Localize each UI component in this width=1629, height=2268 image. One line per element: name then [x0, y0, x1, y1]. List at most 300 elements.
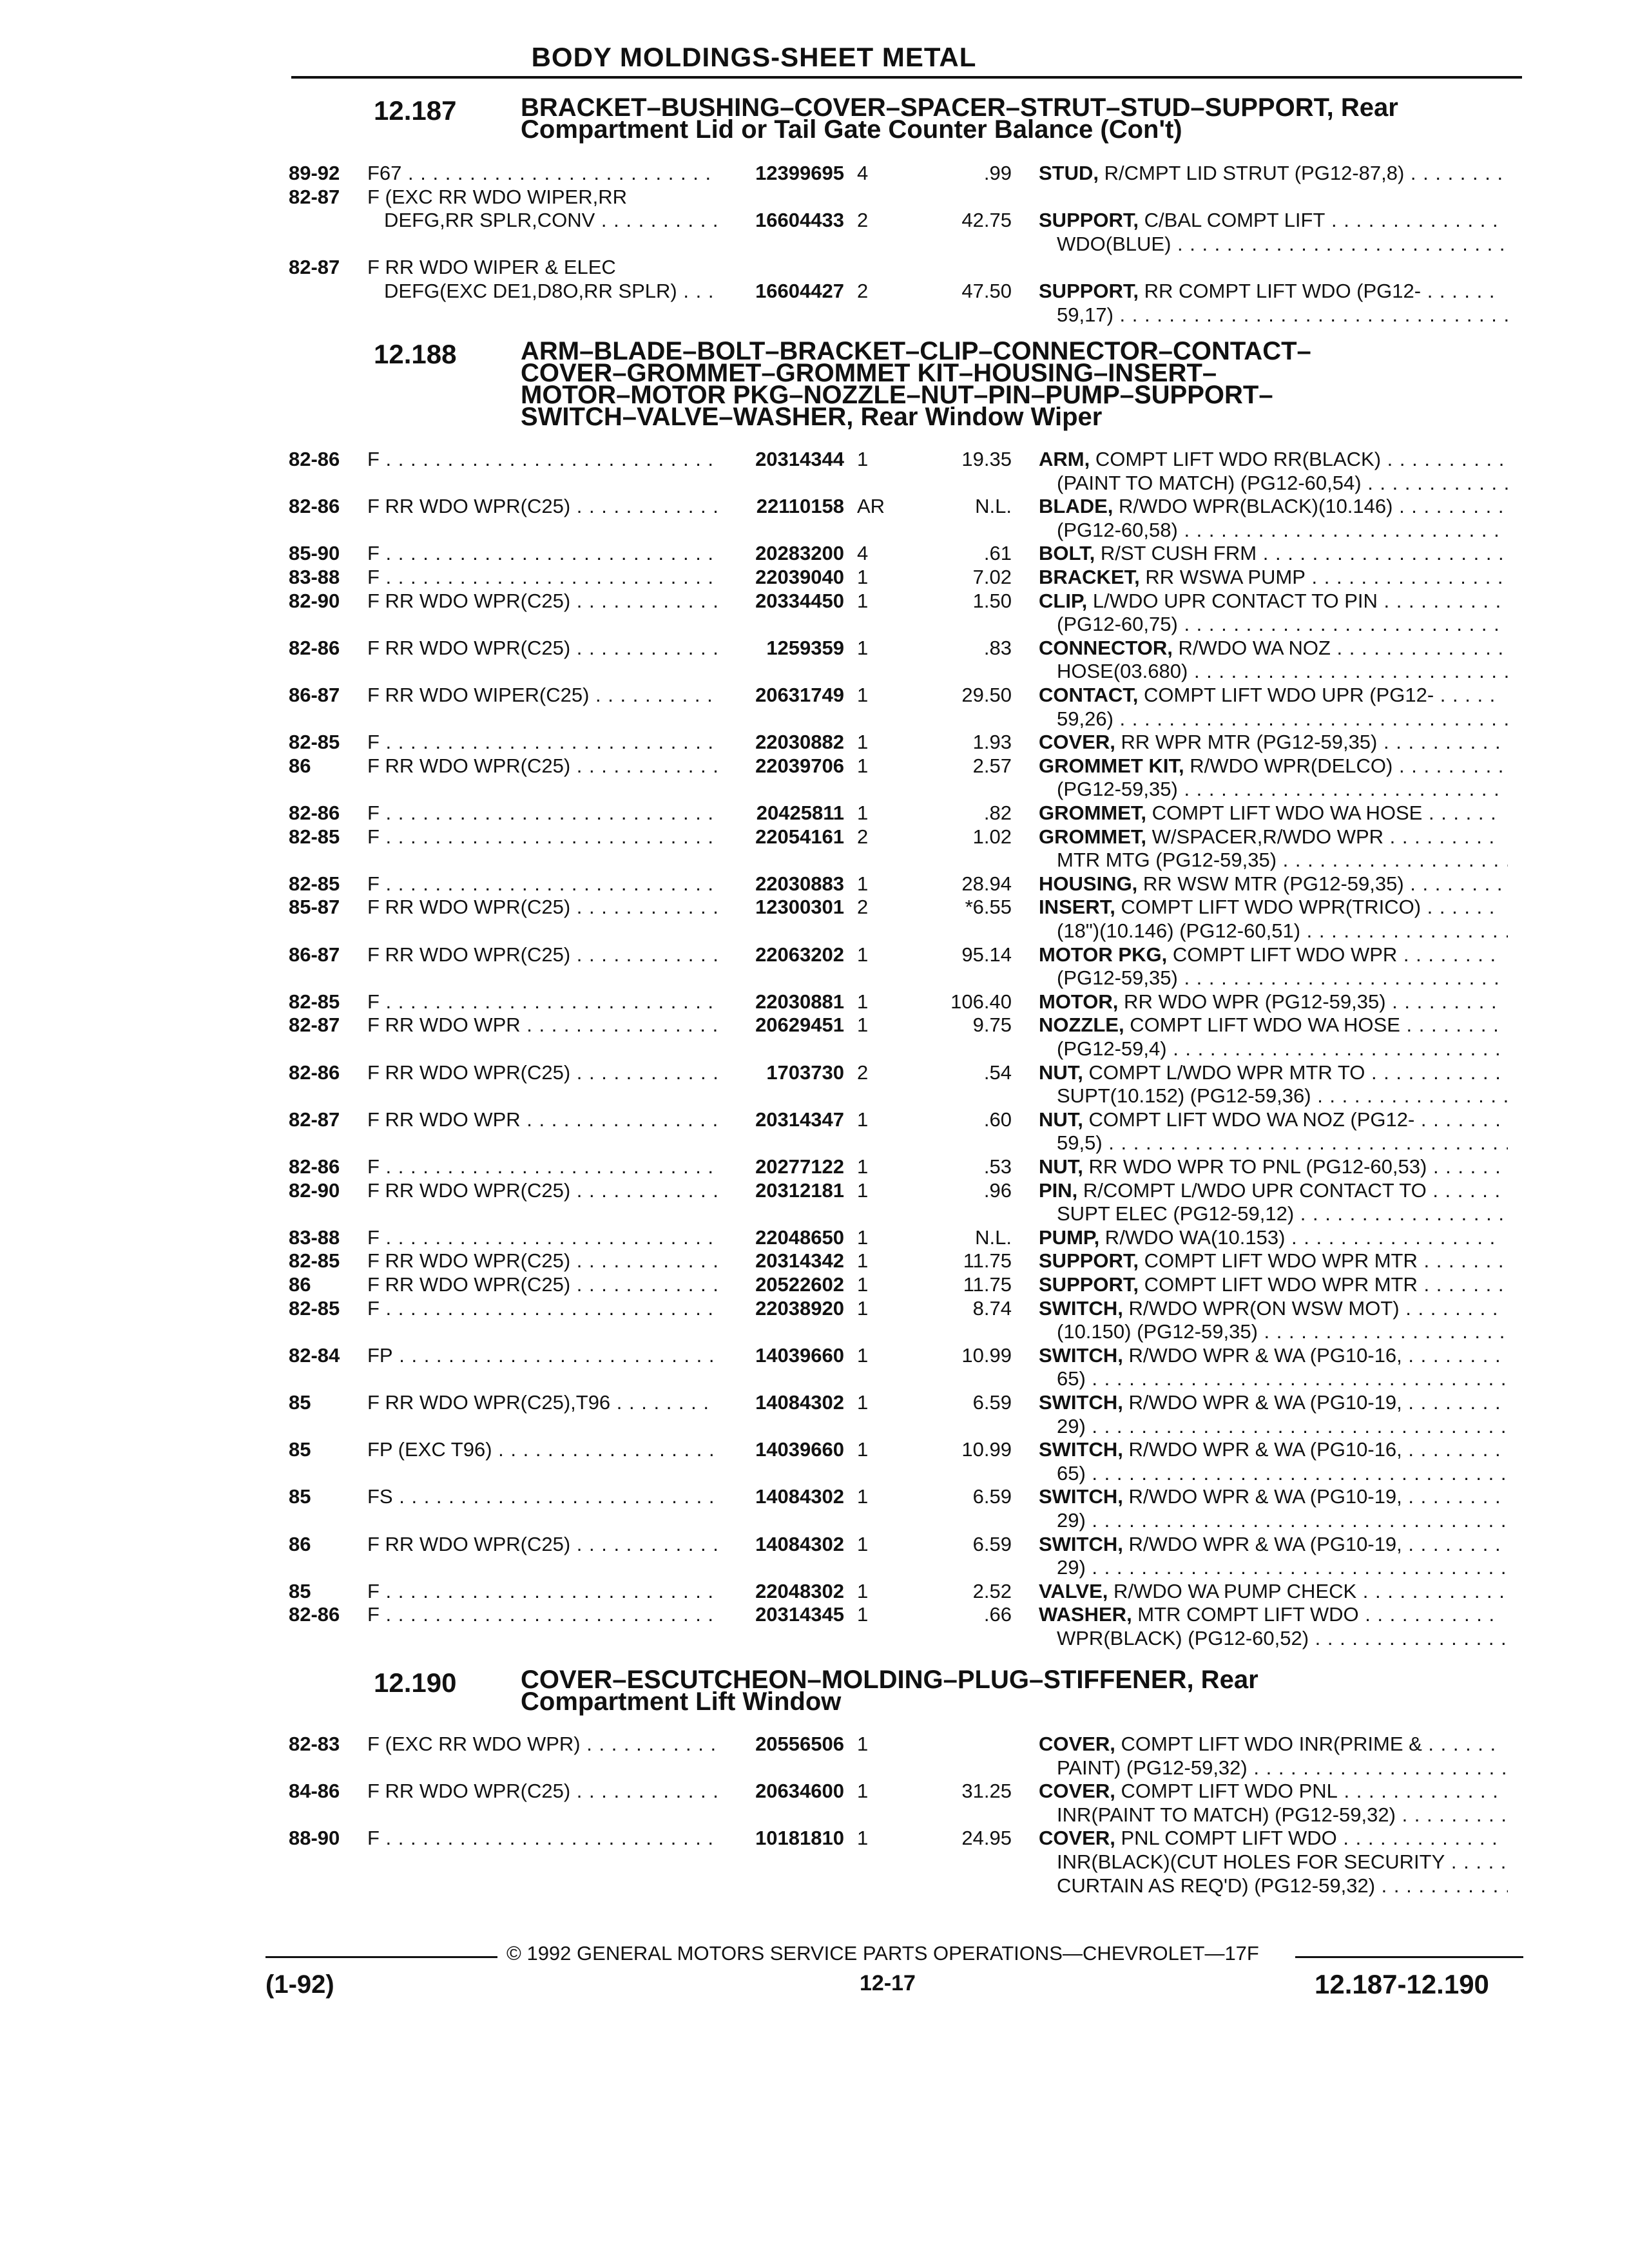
application: F . . . — [367, 543, 720, 564]
table-row — [0, 1533, 1629, 1557]
description — [1039, 1827, 1503, 1849]
description-continuation: 65) . . . — [1057, 1368, 1508, 1390]
table-row — [0, 1298, 1629, 1321]
quantity: 1 — [857, 448, 869, 470]
table-row — [0, 944, 1629, 967]
description — [1039, 1180, 1503, 1202]
description-keyword: COVER, — [1039, 731, 1115, 754]
part-number: 20314344 — [717, 448, 844, 470]
part-number: 22030883 — [717, 873, 844, 895]
model-years: 82-83 — [289, 1733, 340, 1755]
description — [1039, 1345, 1503, 1367]
quantity: 1 — [857, 802, 869, 824]
part-number: 14039660 — [717, 1345, 844, 1367]
price: 95.14 — [961, 943, 1012, 966]
application: F RR WDO WPR . . . — [367, 1014, 720, 1036]
footer-copyright: © 1992 GENERAL MOTORS SERVICE PARTS OPERATIONS—CHEVROLET—17F — [506, 1942, 1259, 1965]
description-text: COMPT LIFT WDO UPR (PG12- — [1138, 684, 1434, 706]
quantity: 2 — [857, 280, 869, 302]
description-text: COMPT LIFT WDO WA HOSE — [1146, 802, 1423, 824]
application: F . . . — [367, 1156, 720, 1178]
application: F RR WDO WPR(C25) . . . — [367, 590, 720, 612]
description-text: W/SPACER,R/WDO WPR — [1146, 825, 1384, 848]
description-keyword: BRACKET, — [1039, 566, 1140, 588]
description-keyword: PIN, — [1039, 1179, 1078, 1202]
application: F . . . — [367, 731, 720, 753]
model-years: 85-87 — [289, 896, 340, 919]
description-text: L/WDO UPR CONTACT TO PIN — [1087, 590, 1378, 612]
part-number: 22110158 — [717, 495, 844, 517]
part-number: 20277122 — [717, 1156, 844, 1178]
description — [1039, 448, 1503, 470]
table-row — [0, 1733, 1629, 1756]
description-keyword: GROMMET, — [1039, 802, 1147, 824]
application: F . . . — [367, 1298, 720, 1320]
description-text: RR WSW MTR (PG12-59,35) — [1137, 872, 1404, 895]
part-number: 20556506 — [717, 1733, 844, 1755]
model-years: 82-85 — [289, 1249, 340, 1273]
description-text: RR WSWA PUMP — [1139, 566, 1306, 588]
model-years: 83-88 — [289, 1225, 340, 1249]
model-years: 82-87 — [289, 1014, 340, 1037]
quantity: 1 — [857, 754, 869, 777]
application: F RR WDO WPR(C25) . . . — [367, 1062, 720, 1084]
model-years: 86 — [289, 1532, 311, 1555]
description-text: RR WPR MTR (PG12-59,35) — [1115, 731, 1378, 754]
part-number: 14084302 — [717, 1533, 844, 1555]
application: F . . . — [367, 448, 720, 470]
part-number: 22039040 — [717, 566, 844, 588]
description-keyword: SUPPORT, — [1039, 209, 1139, 232]
model-years: 82-86 — [289, 1155, 340, 1178]
price: N.L. — [975, 495, 1012, 518]
quantity: 1 — [857, 1391, 869, 1414]
quantity: 1 — [857, 1733, 869, 1755]
table-row — [0, 1392, 1629, 1415]
price: .99 — [983, 162, 1012, 184]
description — [1039, 944, 1503, 966]
model-years: 82-85 — [289, 825, 340, 848]
quantity: 1 — [857, 1343, 869, 1367]
model-years: 82-86 — [289, 636, 340, 659]
part-number: 20314347 — [717, 1109, 844, 1131]
model-years: 82-90 — [289, 589, 340, 612]
description — [1039, 1533, 1503, 1555]
description — [1039, 1227, 1503, 1249]
table-row — [0, 1439, 1629, 1462]
description — [1039, 637, 1503, 659]
table-row — [0, 1014, 1629, 1037]
model-years: 85 — [289, 1391, 311, 1414]
table-row — [0, 162, 1629, 186]
application: F . . . — [367, 826, 720, 848]
table-row — [0, 495, 1629, 519]
description-keyword: MOTOR, — [1039, 990, 1119, 1013]
model-years: 82-85 — [289, 1296, 340, 1320]
quantity: 1 — [857, 1485, 869, 1508]
price: 29.50 — [961, 684, 1012, 706]
section-title: BRACKET–BUSHING–COVER–SPACER–STRUT–STUD–SUPPORT, Rear Compartment Lid or Tail Gate Counter Balance (Con't) — [521, 93, 1398, 144]
footer-date: (1-92) — [265, 1970, 334, 1999]
price: 9.75 — [972, 1014, 1012, 1037]
price: 11.75 — [963, 1249, 1012, 1273]
description-continuation: MTR MTG (PG12-59,35) . . . — [1057, 849, 1508, 871]
description-text: RR WDO WPR (PG12-59,35) — [1118, 990, 1386, 1013]
description-text: R/WDO WPR(BLACK)(10.146) — [1113, 495, 1393, 518]
description — [1039, 1156, 1503, 1178]
quantity: 1 — [857, 1014, 869, 1037]
price: .82 — [983, 802, 1012, 824]
price: 31.25 — [961, 1780, 1012, 1803]
application: F RR WDO WPR(C25) . . . — [367, 637, 720, 659]
table-row — [0, 684, 1629, 707]
part-number: 14084302 — [717, 1392, 844, 1414]
price: *6.55 — [965, 896, 1012, 919]
application: F RR WDO WPR(C25),T96 . . . — [367, 1392, 720, 1414]
part-number: 22039706 — [717, 755, 844, 777]
part-number: 20314345 — [717, 1604, 844, 1626]
part-number: 20629451 — [717, 1014, 844, 1036]
model-years: 82-87 — [289, 1108, 340, 1131]
part-number: 22030882 — [717, 731, 844, 753]
description-keyword: SUPPORT, — [1039, 1274, 1139, 1296]
description-continuation: PAINT) (PG12-59,32) . . . — [1057, 1757, 1508, 1779]
description-keyword: SUPPORT, — [1039, 280, 1139, 302]
application: FS . . . — [367, 1486, 720, 1508]
table-row — [0, 209, 1629, 233]
model-years: 82-86 — [289, 1061, 340, 1084]
part-number: 20314342 — [717, 1250, 844, 1272]
table-row — [0, 186, 1629, 209]
table-row — [0, 1345, 1629, 1368]
description-keyword: NUT, — [1039, 1061, 1083, 1084]
description-continuation: 29) . . . — [1057, 1416, 1508, 1437]
model-years: 86 — [289, 1273, 311, 1296]
description-continuation: (PG12-59,35) . . . — [1057, 778, 1508, 800]
quantity: 2 — [857, 896, 869, 919]
price: 10.99 — [961, 1438, 1012, 1461]
table-row — [0, 1062, 1629, 1085]
description — [1039, 1604, 1503, 1626]
description — [1039, 1250, 1503, 1272]
description — [1039, 991, 1503, 1013]
description-text: COMPT LIFT WDO WPR MTR — [1139, 1274, 1418, 1296]
description-keyword: BLADE, — [1039, 495, 1113, 518]
quantity: 2 — [857, 1061, 869, 1084]
table-row — [0, 991, 1629, 1014]
description-text: R/ST CUSH FRM — [1095, 543, 1257, 565]
model-years: 88-90 — [289, 1827, 340, 1850]
application: F RR WDO WPR(C25) . . . — [367, 495, 720, 517]
description — [1039, 684, 1503, 706]
section-number: 12.188 — [374, 339, 457, 369]
table-row — [0, 1109, 1629, 1132]
description-continuation: 59,17) . . . — [1057, 304, 1508, 326]
description — [1039, 209, 1503, 231]
price: .96 — [983, 1178, 1012, 1202]
section-number: 12.190 — [374, 1667, 457, 1698]
price: N.L. — [975, 1225, 1012, 1249]
description-text: R/WDO WPR(ON WSW MOT) — [1123, 1297, 1400, 1320]
description-keyword: COVER, — [1039, 1827, 1115, 1850]
description-continuation: 65) . . . — [1057, 1463, 1508, 1485]
application: DEFG(EXC DE1,D8O,RR SPLR) . . . — [384, 280, 719, 302]
part-number: 22054161 — [717, 826, 844, 848]
price: 1.93 — [972, 731, 1012, 754]
table-row — [0, 755, 1629, 778]
part-number: 16604433 — [717, 209, 844, 231]
application: F (EXC RR WDO WPR) . . . — [367, 1733, 720, 1755]
description-keyword: BOLT, — [1039, 543, 1095, 565]
description — [1039, 755, 1503, 777]
description-keyword: SWITCH, — [1039, 1392, 1123, 1414]
table-row — [0, 1180, 1629, 1203]
part-number: 22048302 — [717, 1581, 844, 1602]
model-years: 85 — [289, 1579, 311, 1602]
part-number: 22030881 — [717, 991, 844, 1013]
description — [1039, 162, 1503, 184]
quantity: 1 — [857, 1532, 869, 1555]
description-keyword: WASHER, — [1039, 1604, 1132, 1626]
model-years: 85 — [289, 1438, 311, 1461]
model-years: 84-86 — [289, 1780, 340, 1803]
quantity: 1 — [857, 943, 869, 966]
table-row — [0, 873, 1629, 896]
part-number: 20634600 — [717, 1780, 844, 1802]
description-keyword: GROMMET KIT, — [1039, 754, 1184, 777]
application: F RR WDO WPR(C25) . . . — [367, 1274, 720, 1296]
model-years: 82-85 — [289, 731, 340, 754]
description-text: R/WDO WPR & WA (PG10-16, — [1123, 1439, 1402, 1461]
section-title: ARM–BLADE–BOLT–BRACKET–CLIP–CONNECTOR–CONTACT– COVER–GROMMET–GROMMET KIT–HOUSING–INSERT– MOTOR–MOTOR PKG–NOZZLE–NUT–PIN–PUMP–SUPPORT– SWITCH–VALVE–WASHER, Rear Window Wiper — [521, 337, 1311, 431]
description-keyword: INSERT, — [1039, 896, 1115, 919]
price: 2.52 — [972, 1579, 1012, 1602]
description-text: R/WDO WPR & WA (PG10-16, — [1123, 1344, 1402, 1367]
description-keyword: CONNECTOR, — [1039, 637, 1173, 659]
application: F . . . — [367, 873, 720, 895]
application: F RR WDO WPR(C25) . . . — [367, 896, 720, 918]
description — [1039, 543, 1503, 564]
description-text: COMPT LIFT WDO PNL — [1115, 1780, 1338, 1803]
description-keyword: SWITCH, — [1039, 1297, 1123, 1320]
part-number: 22063202 — [717, 944, 844, 966]
part-number: 12399695 — [717, 162, 844, 184]
description-keyword: COVER, — [1039, 1780, 1115, 1803]
description-keyword: SWITCH, — [1039, 1439, 1123, 1461]
model-years: 82-85 — [289, 990, 340, 1013]
quantity: 4 — [857, 542, 869, 565]
application: FP (EXC T96) . . . — [367, 1439, 720, 1461]
description-continuation: CURTAIN AS REQ'D) (PG12-59,32) . . . — [1057, 1875, 1508, 1897]
description-keyword: PUMP, — [1039, 1226, 1100, 1249]
description-text: R/COMPT L/WDO UPR CONTACT TO — [1077, 1179, 1427, 1202]
description — [1039, 1109, 1503, 1131]
quantity: 1 — [857, 1827, 869, 1850]
price: 47.50 — [961, 280, 1012, 302]
model-years: 82-86 — [289, 1603, 340, 1626]
table-row — [0, 637, 1629, 660]
description-continuation: WPR(BLACK) (PG12-60,52) . . . — [1057, 1628, 1508, 1649]
price: 1.50 — [972, 589, 1012, 612]
description-keyword: SWITCH, — [1039, 1344, 1123, 1367]
application: F RR WDO WPR . . . — [367, 1109, 720, 1131]
price: 6.59 — [972, 1485, 1012, 1508]
part-number: 20425811 — [717, 802, 844, 824]
quantity: 1 — [857, 1225, 869, 1249]
description — [1039, 896, 1503, 918]
table-row — [0, 448, 1629, 472]
description-text: COMPT LIFT WDO WA HOSE — [1124, 1014, 1400, 1037]
quantity: 2 — [857, 209, 869, 232]
description — [1039, 1062, 1503, 1084]
description — [1039, 1298, 1503, 1320]
application: F RR WDO WIPER & ELEC — [367, 256, 616, 279]
price: .61 — [983, 542, 1012, 565]
application: F . . . — [367, 566, 720, 588]
application: F . . . — [367, 1604, 720, 1626]
description-keyword: ARM, — [1039, 448, 1090, 470]
model-years: 82-86 — [289, 495, 340, 518]
description-text: RR WDO WPR TO PNL (PG12-60,53) — [1083, 1156, 1427, 1178]
description-keyword: SWITCH, — [1039, 1533, 1123, 1555]
description-text: PNL COMPT LIFT WDO — [1115, 1827, 1337, 1850]
quantity: 1 — [857, 684, 869, 706]
quantity: 1 — [857, 1579, 869, 1602]
table-row — [0, 1581, 1629, 1604]
description — [1039, 1439, 1503, 1461]
description — [1039, 590, 1503, 612]
description — [1039, 1274, 1503, 1296]
application: F RR WDO WIPER(C25) . . . — [367, 684, 720, 706]
quantity: 1 — [857, 1273, 869, 1296]
model-years: 86-87 — [289, 943, 340, 966]
footer-rule-right — [1295, 1956, 1523, 1958]
description — [1039, 280, 1503, 302]
description-keyword: CONTACT, — [1039, 684, 1139, 706]
application: F RR WDO WPR(C25) . . . — [367, 1250, 720, 1272]
header-rule — [291, 76, 1522, 79]
quantity: 1 — [857, 1108, 869, 1131]
application: F RR WDO WPR(C25) . . . — [367, 755, 720, 777]
application: DEFG,RR SPLR,CONV . . . — [384, 209, 719, 231]
description-continuation: 59,26) . . . — [1057, 708, 1508, 730]
description — [1039, 1780, 1503, 1802]
description-text: MTR COMPT LIFT WDO — [1132, 1604, 1359, 1626]
description — [1039, 731, 1503, 753]
application: F . . . — [367, 1227, 720, 1249]
table-row — [0, 590, 1629, 613]
part-number: 14039660 — [717, 1439, 844, 1461]
model-years: 82-86 — [289, 802, 340, 824]
application: F RR WDO WPR(C25) . . . — [367, 1780, 720, 1802]
description-continuation: HOSE(03.680) . . . — [1057, 660, 1508, 682]
description-text: COMPT LIFT WDO WPR — [1167, 943, 1398, 966]
description-keyword: NUT, — [1039, 1108, 1083, 1131]
table-row — [0, 1227, 1629, 1250]
description — [1039, 495, 1503, 517]
description-text: COMPT LIFT WDO RR(BLACK) — [1090, 448, 1382, 470]
price: .60 — [983, 1108, 1012, 1131]
description — [1039, 873, 1503, 895]
description-continuation: SUPT(10.152) (PG12-59,36) . . . — [1057, 1085, 1508, 1107]
section-number: 12.187 — [374, 95, 457, 126]
model-years: 86-87 — [289, 684, 340, 706]
price: 10.99 — [961, 1343, 1012, 1367]
description-continuation: INR(PAINT TO MATCH) (PG12-59,32) . . . — [1057, 1804, 1508, 1826]
table-row — [0, 1780, 1629, 1803]
description-keyword: SWITCH, — [1039, 1486, 1123, 1508]
table-row — [0, 802, 1629, 825]
quantity: 1 — [857, 1780, 869, 1803]
quantity: 1 — [857, 1603, 869, 1626]
description-continuation: WDO(BLUE) . . . — [1057, 233, 1508, 255]
price: 24.95 — [961, 1827, 1012, 1850]
quantity: 4 — [857, 162, 869, 184]
description-text: R/WDO WA(10.153) — [1099, 1226, 1286, 1249]
price: 19.35 — [961, 448, 1012, 470]
section-title: COVER–ESCUTCHEON–MOLDING–PLUG–STIFFENER, Rear Compartment Lift Window — [521, 1666, 1258, 1716]
application: F (EXC RR WDO WIPER,RR — [367, 186, 627, 208]
application: F . . . — [367, 802, 720, 824]
model-years: 82-87 — [289, 185, 340, 208]
application: F . . . — [367, 1827, 720, 1849]
price: 2.57 — [972, 754, 1012, 777]
part-number: 1259359 — [717, 637, 844, 659]
page-header-title: BODY MOLDINGS-SHEET METAL — [531, 42, 977, 72]
price: 1.02 — [972, 825, 1012, 848]
description-keyword: GROMMET, — [1039, 825, 1147, 848]
price: 42.75 — [961, 209, 1012, 232]
description-continuation: (PG12-59,4) . . . — [1057, 1038, 1508, 1060]
description-text: R/WDO WPR & WA (PG10-19, — [1123, 1486, 1402, 1508]
description-text: R/WDO WPR & WA (PG10-19, — [1123, 1533, 1402, 1555]
description-text: COMPT L/WDO WPR MTR TO — [1083, 1061, 1365, 1084]
description — [1039, 826, 1503, 848]
model-years: 82-84 — [289, 1343, 340, 1367]
description-keyword: NOZZLE, — [1039, 1014, 1124, 1037]
price: 6.59 — [972, 1532, 1012, 1555]
description — [1039, 1392, 1503, 1414]
footer-rule-left — [265, 1956, 497, 1958]
description-text: COMPT LIFT WDO WA NOZ (PG12- — [1083, 1108, 1415, 1131]
table-row — [0, 543, 1629, 566]
price: 7.02 — [972, 566, 1012, 588]
table-row — [0, 731, 1629, 754]
description-continuation: (18")(10.146) (PG12-60,51) . . . — [1057, 920, 1508, 942]
part-number: 20522602 — [717, 1274, 844, 1296]
price: .66 — [983, 1603, 1012, 1626]
application: F RR WDO WPR(C25) . . . — [367, 1533, 720, 1555]
price: .83 — [983, 636, 1012, 659]
description-text: R/CMPT LID STRUT (PG12-87,8) — [1099, 162, 1405, 184]
description — [1039, 802, 1503, 824]
description-continuation: 59,5) . . . — [1057, 1132, 1508, 1154]
model-years: 85 — [289, 1485, 311, 1508]
description-keyword: COVER, — [1039, 1733, 1115, 1755]
quantity: 1 — [857, 589, 869, 612]
part-number: 20631749 — [717, 684, 844, 706]
table-row — [0, 280, 1629, 303]
application: F RR WDO WPR(C25) . . . — [367, 944, 720, 966]
description-text: R/WDO WPR(DELCO) — [1184, 754, 1393, 777]
table-row — [0, 566, 1629, 590]
table-row — [0, 896, 1629, 919]
part-number: 22038920 — [717, 1298, 844, 1320]
description-keyword: CLIP, — [1039, 590, 1088, 612]
description-text: COMPT LIFT WDO WPR(TRICO) — [1115, 896, 1422, 919]
model-years: 82-85 — [289, 872, 340, 895]
description-text: R/WDO WA PUMP CHECK — [1108, 1580, 1357, 1602]
